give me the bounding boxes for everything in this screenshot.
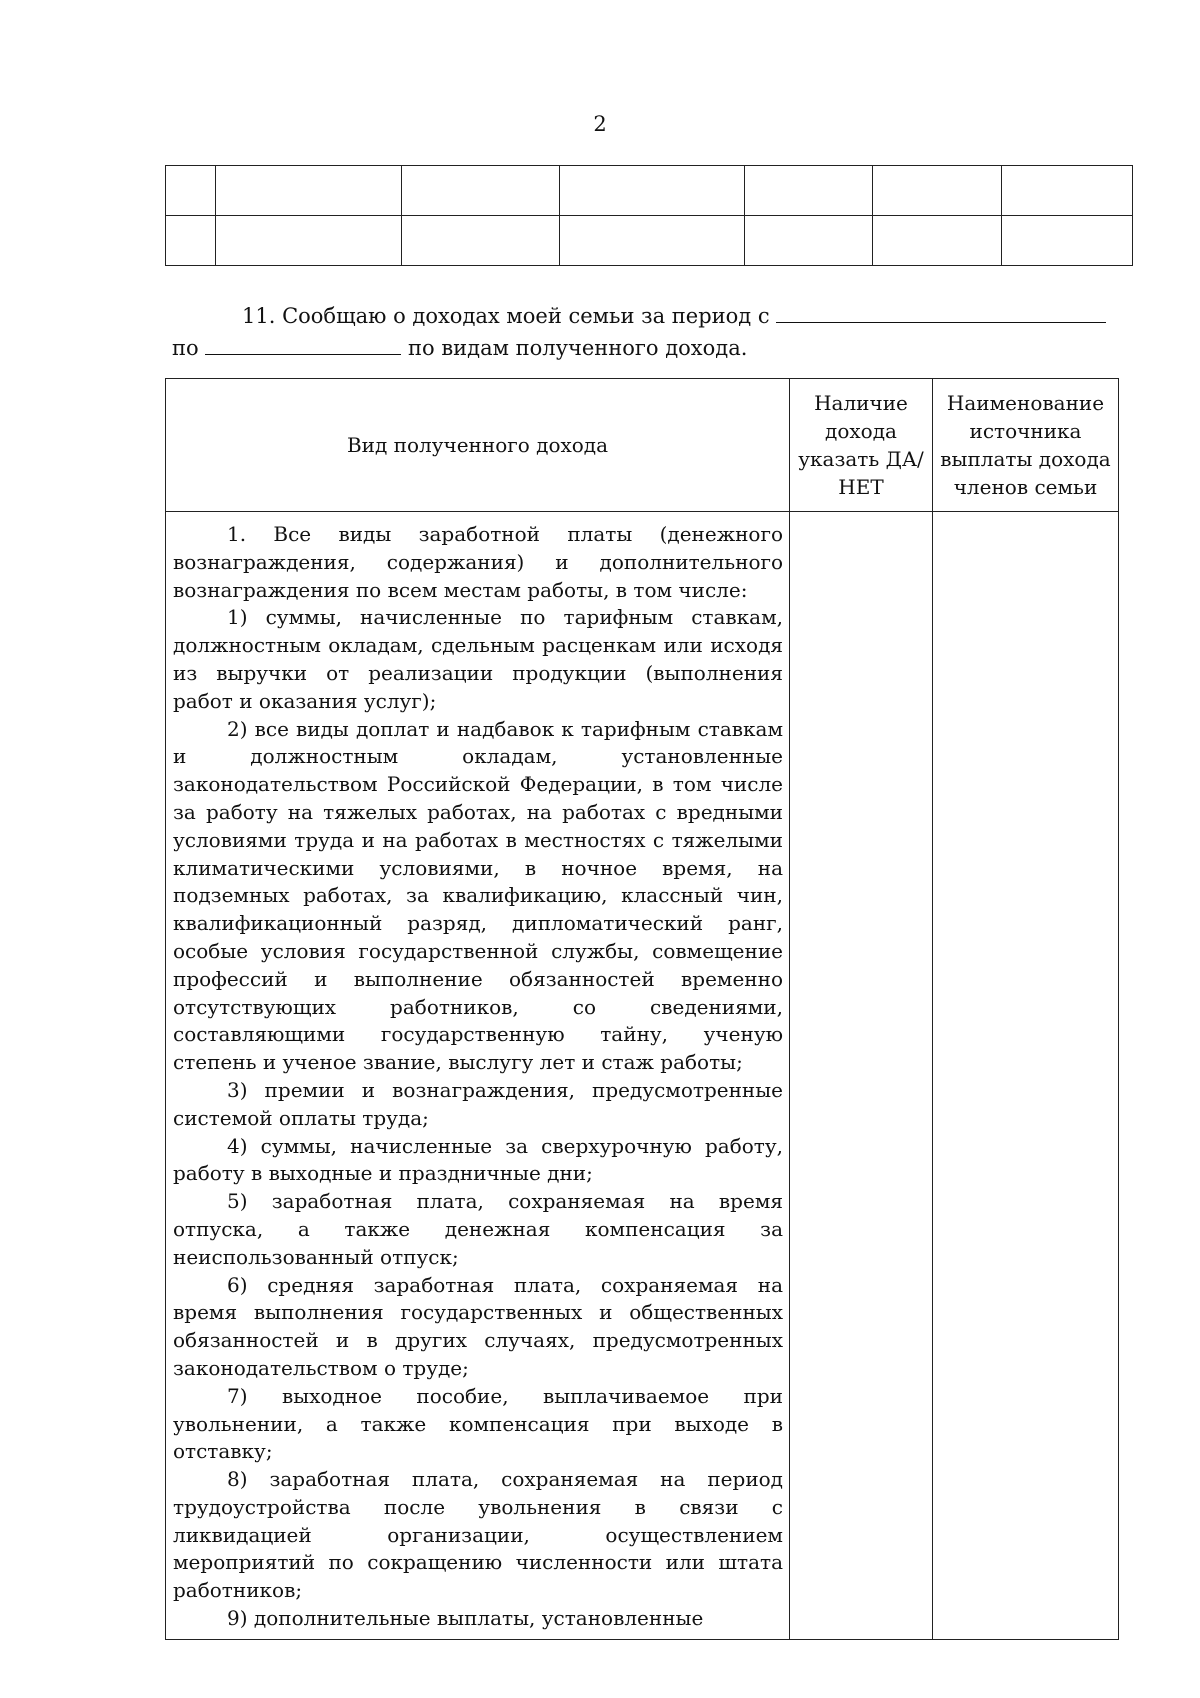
top-table-cell[interactable]: [559, 216, 745, 266]
top-table-cell[interactable]: [215, 216, 401, 266]
header-income-source: Наименование источника выплаты дохода членов семьи: [933, 379, 1119, 512]
income-type-paragraph: 5) заработная плата, сохраняемая на время отпуска, а также денежная компенсация за неиспользованный отпуск;: [173, 1189, 783, 1269]
income-type-paragraph: 6) средняя заработная плата, сохраняемая на время выполнения государственных и общественных обязанностей и в других случаях, предусмотренных законодательством о труде;: [173, 1272, 783, 1380]
period-from-field[interactable]: [776, 302, 1106, 323]
section-intro: [172, 300, 1122, 364]
income-table-row: [166, 512, 1119, 1640]
intro-suffix: по видам полученного дохода.: [408, 336, 748, 360]
header-income-type: Вид полученного дохода: [166, 379, 790, 512]
top-table: [165, 165, 1133, 266]
intro-by-label: по: [172, 336, 199, 360]
header-income-presence: Наличие дохода указать ДА/НЕТ: [790, 379, 933, 512]
top-table-cell[interactable]: [166, 216, 216, 266]
top-table-cell[interactable]: [215, 166, 401, 216]
top-table-cell[interactable]: [559, 166, 745, 216]
top-table-cell[interactable]: [401, 166, 559, 216]
income-presence-cell[interactable]: [790, 512, 933, 1640]
income-table: [165, 378, 1119, 1640]
top-table-row: [166, 166, 1133, 216]
income-type-paragraph: 1) суммы, начисленные по тарифным ставкам, должностным окладам, сдельным расценкам или исходя из выручки от реализации продукции (выполнения работ и оказания услуг);: [173, 605, 783, 713]
top-table-cell[interactable]: [873, 166, 1002, 216]
income-type-paragraph: 4) суммы, начисленные за сверхурочную работу, работу в выходные и праздничные дни;: [173, 1133, 783, 1186]
income-type-paragraph: 3) премии и вознаграждения, предусмотренные системой оплаты труда;: [173, 1077, 783, 1130]
top-table-row: [166, 216, 1133, 266]
intro-line-2: [172, 332, 1122, 364]
income-types-cell: [166, 512, 790, 1640]
income-type-paragraph: 7) выходное пособие, выплачиваемое при увольнении, а также компенсация при выходе в отставку;: [173, 1383, 783, 1464]
intro-line-1: [172, 300, 1122, 332]
top-table-cell[interactable]: [1002, 166, 1133, 216]
top-table-cell[interactable]: [745, 216, 873, 266]
income-type-paragraph: 8) заработная плата, сохраняемая на период трудоустройства после увольнения в связи с ликвидацией организации, осуществлением мероприятий по сокращению численности или штата работников;: [173, 1467, 783, 1603]
top-table-cell[interactable]: [166, 166, 216, 216]
top-table-cell[interactable]: [1002, 216, 1133, 266]
income-type-paragraph: 2) все виды доплат и надбавок к тарифным ставкам и должностным окладам, установленные законодательством Российской Федерации, в том числе за работу на тяжелых работах, на работах с вредными условиями труда и на работах в местностях с тяжелыми климатическими условиями, в ночное время, на подземных работах, за квалификацию, классный чин, квалификационный разряд, дипломатический ранг, особые условия государственной службы, совмещение профессий и выполнение обязанностей временно отсутствующих работников, со сведениями, составляющими государственную тайну, ученую степень и ученое звание, выслугу лет и стаж работы;: [173, 716, 783, 1075]
top-table-cell[interactable]: [873, 216, 1002, 266]
income-type-paragraph: 9) дополнительные выплаты, установленные: [227, 1606, 704, 1631]
income-source-cell[interactable]: [933, 512, 1119, 1640]
top-table-cell[interactable]: [745, 166, 873, 216]
income-type-paragraph: 1. Все виды заработной платы (денежного вознаграждения, содержания) и дополнительного вознаграждения по всем местам работы, в том числе:: [173, 522, 783, 602]
page-number: 2: [593, 112, 607, 136]
intro-text: 11. Сообщаю о доходах моей семьи за период с: [242, 304, 770, 328]
period-to-field[interactable]: [205, 334, 401, 355]
top-table-cell[interactable]: [401, 216, 559, 266]
income-table-header-row: [166, 379, 1119, 512]
